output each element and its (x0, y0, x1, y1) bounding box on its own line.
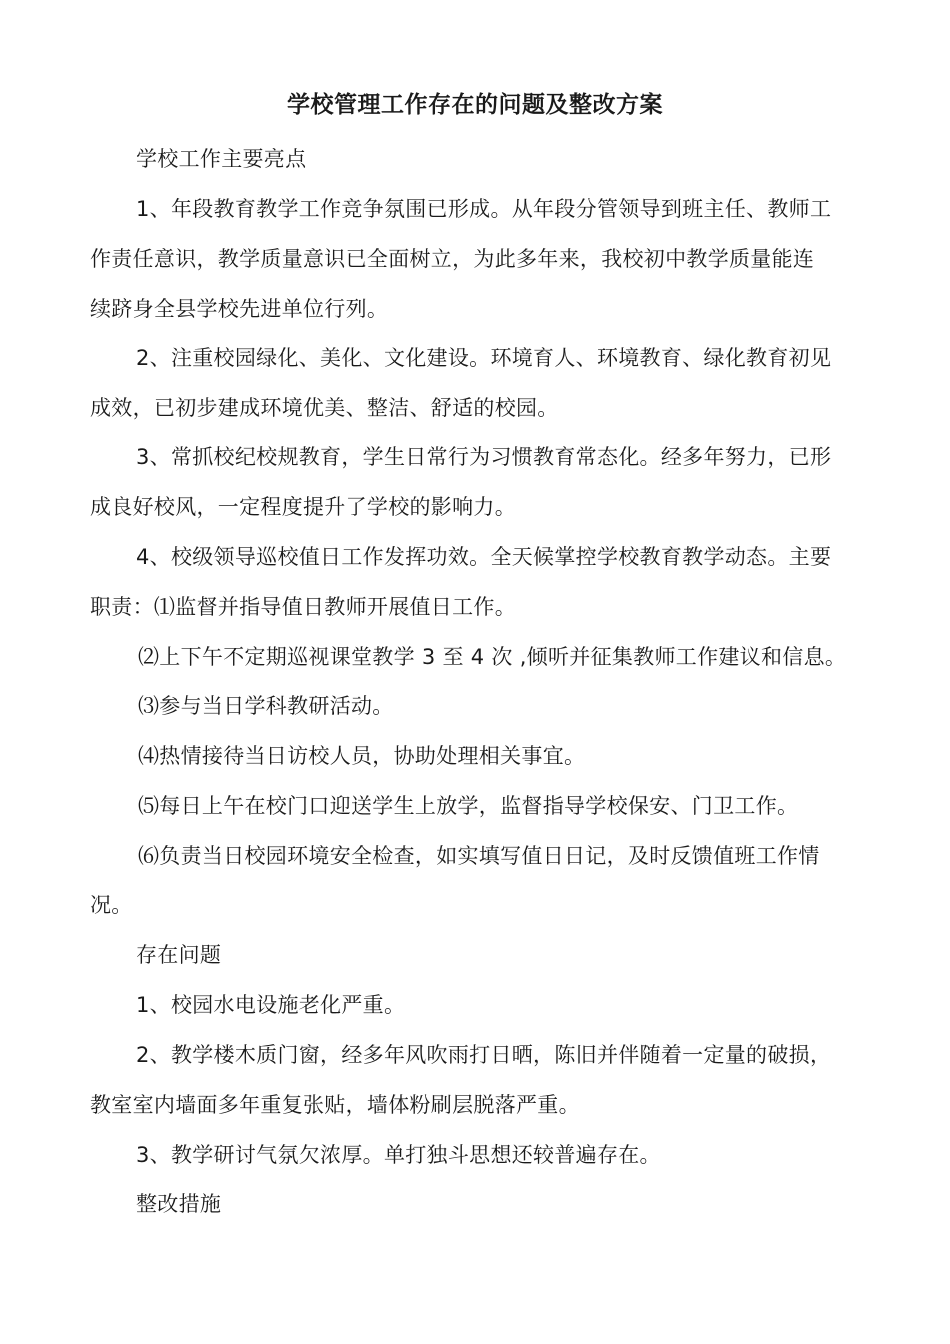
paragraph-line: 作责任意识，教学质量意识已全面树立，为此多年来，我校初中教学质量能连 (90, 247, 815, 271)
paragraph-line: 教室室内墙面多年重复张贴，墙体粉刷层脱落严重。 (90, 1093, 580, 1117)
section-heading-highlights: 学校工作主要亮点 (136, 147, 307, 171)
section-heading-problems: 存在问题 (136, 943, 222, 967)
list-item: ⑸每日上午在校门口迎送学生上放学，监督指导学校保安、门卫工作。 (138, 794, 799, 818)
paragraph-line: 成良好校风，一定程度提升了学校的影响力。 (90, 495, 516, 519)
paragraph-line: 成效，已初步建成环境优美、整洁、舒适的校园。 (90, 396, 559, 420)
list-item: ⑵上下午不定期巡视课堂教学 3 至 4 次 ,倾听并征集教师工作建议和信息。 (138, 645, 847, 669)
paragraph-line: 2、教学楼木质门窗，经多年风吹雨打日晒，陈旧并伴随着一定量的破损， (136, 1043, 832, 1067)
paragraph-line: 3、常抓校纪校规教育，学生日常行为习惯教育常态化。经多年努力，已形 (136, 445, 832, 469)
paragraph-line: 1、年段教育教学工作竞争氛围已形成。从年段分管领导到班主任、教师工 (136, 197, 832, 221)
list-item: ⑶参与当日学科教研活动。 (138, 694, 394, 718)
paragraph-line: 4、校级领导巡校值日工作发挥功效。全天候掌控学校教育教学动态。主要 (136, 545, 832, 569)
section-heading-measures: 整改措施 (136, 1192, 222, 1216)
paragraph-line: 2、注重校园绿化、美化、文化建设。环境育人、环境教育、绿化教育初见 (136, 346, 832, 370)
paragraph-line: 况。 (90, 893, 133, 917)
list-item: ⑹负责当日校园环境安全检查，如实填写值日日记，及时反馈值班工作情 (138, 844, 820, 868)
paragraph-line: 续跻身全县学校先进单位行列。 (90, 297, 389, 321)
document-title: 学校管理工作存在的问题及整改方案 (287, 92, 663, 118)
paragraph-line: 3、教学研讨气氛欠浓厚。单打独斗思想还较普遍存在。 (136, 1143, 661, 1167)
paragraph-line: 1、校园水电设施老化严重。 (136, 993, 406, 1017)
list-item: ⑷热情接待当日访校人员，协助处理相关事宜。 (138, 744, 586, 768)
paragraph-line: 职责：⑴监督并指导值日教师开展值日工作。 (90, 595, 516, 619)
